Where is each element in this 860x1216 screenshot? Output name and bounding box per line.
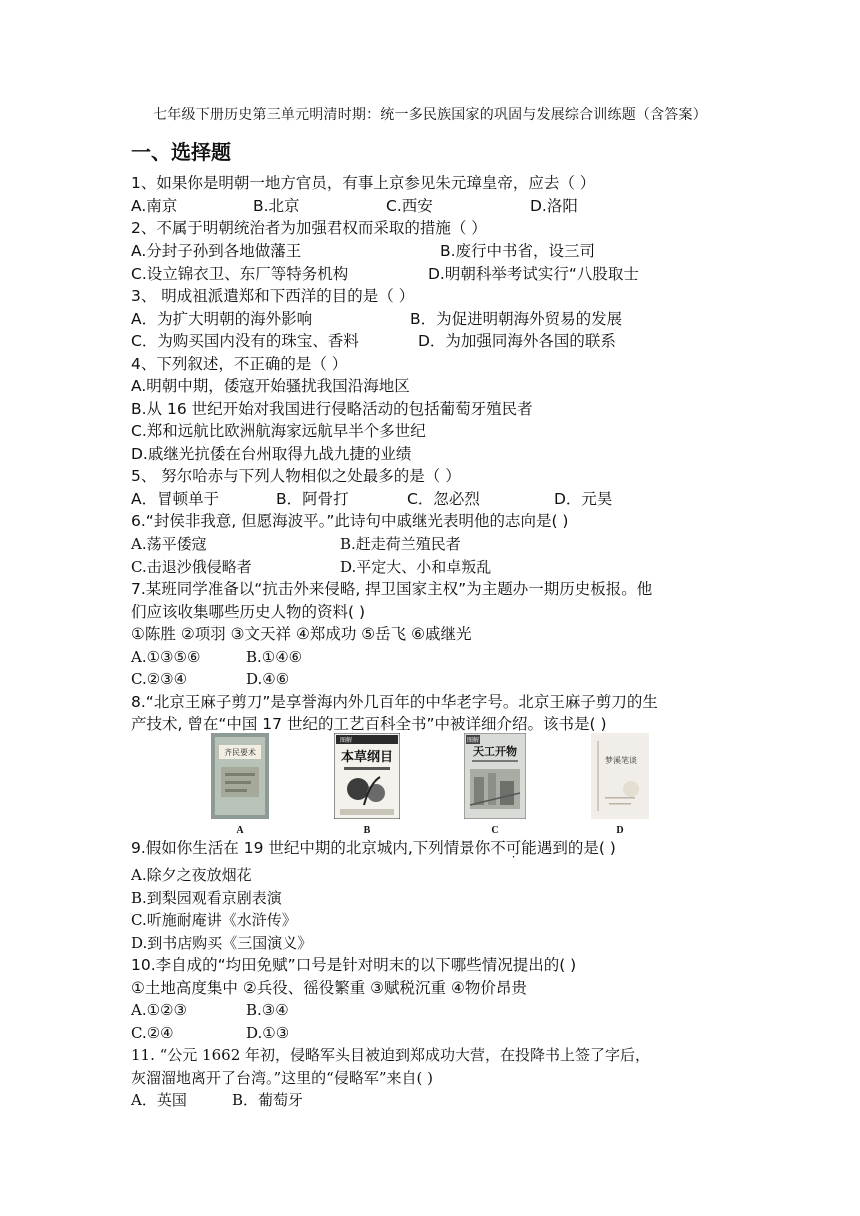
book-cover-b-banner: 图解 [340,737,353,744]
book-cover-d-title: 梦溪笔谈 [605,756,637,765]
option-a: A.分封子孙到各地做藩王 [131,242,302,260]
option-a: A．为扩大明朝的海外影响 [131,310,313,328]
book-cover-c-title: 天工开物 [473,745,517,758]
question-8-stem-line1: 8.“北京王麻子剪刀”是享誉海内外几百年的中华老字号。北京王麻子剪刀的生 [131,693,658,711]
question-9-stem-before: 9.假如你生活在 19 世纪中期的北京城内,下列情景你 [131,839,491,857]
figure-a [211,733,269,836]
option-d: D.④⑥ [246,670,290,688]
question-4-option-c: C.郑和远航比欧洲航海家远航早半个多世纪 [131,422,426,440]
question-9-option-b: B.到梨园观看京剧表演 [131,889,282,907]
option-c: C．为购买国内没有的珠宝、香料 [131,332,359,350]
question-10-items: ①土地高度集中 ②兵役、徭役繁重 ③赋税沉重 ④物价昂贵 [131,979,527,997]
question-7-items: ①陈胜 ②项羽 ③文天祥 ④郑成功 ⑤岳飞 ⑥戚继光 [131,625,472,643]
book-cover-d-image [591,733,649,819]
option-a: A．冒顿单于 [131,490,220,508]
figure-d-label: D [616,825,624,836]
question-6-stem: 6.“封侯非我意, 但愿海波平。”此诗句中戚继光表明他的志向是( ) [131,512,569,530]
question-4-option-b: B.从 16 世纪开始对我国进行侵略活动的包括葡萄牙殖民者 [131,400,533,418]
section-heading: 一、选择题 [131,140,231,164]
option-c: C.②③④ [131,670,188,688]
option-a: A.南京 [131,197,178,215]
question-9-emphasis: 不可能 [490,839,537,857]
figure-b [334,733,400,836]
option-d: D.洛阳 [530,197,578,215]
question-4-option-a: A.明朝中期，倭寇开始骚扰我国沿海地区 [131,377,410,395]
option-a: A.荡平倭寇 [131,535,207,553]
figure-b-label: B [363,825,371,836]
question-7-stem-line1: 7.某班同学准备以“抗击外来侵略, 捍卫国家主权”为主题办一期历史板报。他 [131,580,653,598]
option-c: C.击退沙俄侵略者 [131,558,252,576]
figure-d [591,733,649,836]
question-9-stem [131,837,616,859]
option-b: B.北京 [253,197,300,215]
option-b: B.①④⑥ [246,648,303,666]
question-2-stem: 2、不属于明朝统治者为加强君权而采取的措施（ ） [131,219,487,237]
question-9-option-c: C.听施耐庵讲《水浒传》 [131,911,297,929]
option-b: B.赶走荷兰殖民者 [340,535,461,553]
option-c: C.设立锦衣卫、东厂等特务机构 [131,265,349,283]
option-b: B．阿骨打 [276,490,349,508]
option-b: B．为促进明朝海外贸易的发展 [410,310,623,328]
figure-c-label: C [491,825,499,836]
option-d: D．元昊 [554,490,613,508]
option-d: D.①③ [246,1024,290,1042]
book-cover-c-banner: 图解 [466,737,480,744]
option-b: B.③④ [246,1001,289,1019]
question-11-stem-line1: 11. “公元 1662 年初，侵略军头目被迫到郑成功大营，在投降书上签了字后， [131,1046,651,1064]
option-a: A.①②③ [131,1001,187,1019]
question-9-stem-after: 遇到的是( ) [536,839,616,857]
question-5-stem: 5、 努尔哈赤与下列人物相似之处最多的是（ ） [131,467,461,485]
question-3-stem: 3、 明成祖派遣郑和下西洋的目的是（ ） [131,287,415,305]
question-4-option-d: D.戚继光抗倭在台州取得九战九捷的业绩 [131,445,412,463]
option-a: A．英国 [131,1091,187,1109]
option-c: C.西安 [386,197,433,215]
book-cover-figures [205,733,675,838]
figure-a-label: A [236,825,244,836]
option-c: C．忽必烈 [407,490,480,508]
question-10-stem: 10.李自成的“均田免赋”口号是针对明末的以下哪些情况提出的( ) [131,956,577,974]
document-title: 七年级下册历史第三单元明清时期：统一多民族国家的巩固与发展综合训练题（含答案） [153,107,707,123]
question-1-stem: 1、如果你是明朝一地方官员，有事上京参见朱元璋皇帝，应去（ ） [131,174,596,192]
question-7-stem-line2: 们应该收集哪些历史人物的资料( ) [131,603,366,621]
book-cover-b-image [334,733,400,819]
option-d: D.明朝科举考试实行“八股取士 [428,265,639,283]
question-8-stem-line2: 产技术, 曾在“中国 17 世纪的工艺百科全书”中被详细介绍。该书是( ) [131,715,607,733]
question-9-option-a: A.除夕之夜放烟花 [131,866,252,884]
option-c: C.②④ [131,1024,174,1042]
question-4-stem: 4、下列叙述，不正确的是（ ） [131,355,348,373]
book-cover-c-image [464,733,526,819]
question-11-stem-line2: 灰溜溜地离开了台湾。”这里的“侵略军”来自( ) [131,1069,433,1087]
option-d: D.平定大、小和卓叛乱 [340,558,492,576]
book-cover-a-title: 齐民要术 [224,748,256,757]
book-cover-b-title: 本草纲目 [340,750,394,765]
option-a: A.①③⑤⑥ [131,648,201,666]
option-d: D．为加强同海外各国的联系 [418,332,616,350]
option-b: B.废行中书省，设三司 [440,242,596,260]
figure-c [464,733,526,836]
book-cover-a-image [211,733,269,819]
question-9-option-d: D.到书店购买《三国演义》 [131,934,313,952]
option-b: B．葡萄牙 [232,1091,304,1109]
